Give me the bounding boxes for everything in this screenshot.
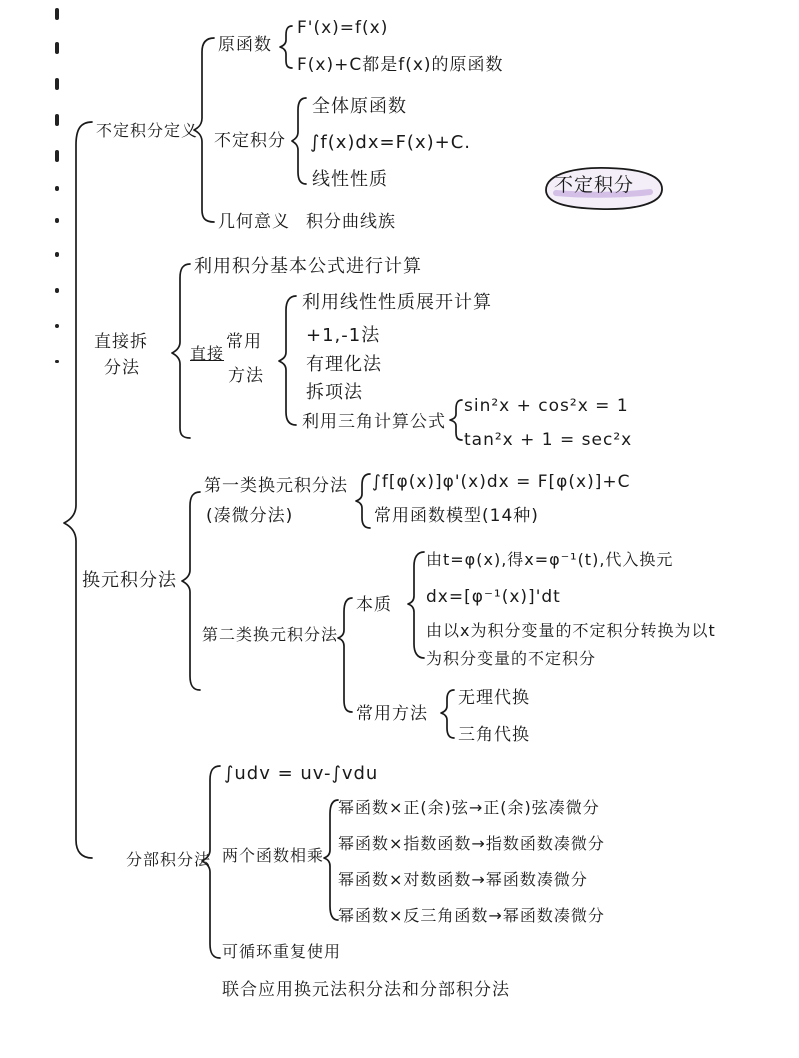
antiderivative-label: 原函数 [218,35,272,55]
geometric-value: 积分曲线族 [306,212,396,232]
indefinite-item: 线性性质 [312,169,388,190]
essence-item: dx=[φ⁻¹(x)]'dt [426,587,561,607]
two-funcs-item: 幂函数×指数函数→指数函数凑微分 [338,834,605,853]
first-type-item: 常用函数模型(14种) [374,506,539,526]
common-item: 利用线性性质展开计算 [302,292,492,313]
essence-item: 为积分变量的不定积分 [426,649,597,668]
common-item: 有理化法 [306,354,382,375]
indefinite-item: ∫f(x)dx=F(x)+C. [310,132,471,153]
two-funcs-item: 幂函数×正(余)弦→正(余)弦凑微分 [338,798,600,817]
trig-identity: tan²x + 1 = sec²x [464,430,633,450]
essence-item: 由t=φ(x),得x=φ⁻¹(t),代入换元 [426,550,674,569]
common-label-b: 常用 [226,332,262,352]
direct-label-line1: 直接拆 [94,332,148,352]
geometric-label: 几何意义 [218,212,290,232]
common-label-c: 方法 [228,366,264,386]
first-type-label: 第一类换元积分法 [204,476,348,496]
common-item: 拆项法 [306,382,363,403]
trig-identity: sin²x + cos²x = 1 [464,396,629,416]
methods-item: 无理代换 [458,688,530,708]
common-label-a: 直接 [190,344,225,363]
root-title: 不定积分 [554,174,635,196]
indefinite-item: 全体原函数 [312,96,407,117]
methods-item: 三角代换 [458,725,530,745]
common-item: 利用三角计算公式 [302,412,446,432]
substitution-label: 换元积分法 [82,570,177,591]
direct-item: 利用积分基本公式进行计算 [194,256,422,277]
common-item: +1,-1法 [306,325,381,346]
definition-label: 不定积分定义 [96,121,199,140]
parts-label: 分部积分法 [126,850,212,869]
first-type-sublabel: (凑微分法) [206,506,294,526]
two-funcs-item: 幂函数×反三角函数→幂函数凑微分 [338,906,605,925]
two-funcs-item: 幂函数×对数函数→幂函数凑微分 [338,870,588,889]
second-type-label: 第二类换元积分法 [202,625,339,644]
essence-label: 本质 [356,595,392,615]
direct-label-line2: 分法 [104,358,140,378]
parts-formula: ∫udv = uv-∫vdu [224,763,379,784]
combined-note: 联合应用换元法积分法和分部积分法 [222,980,510,1000]
antiderivative-item: F(x)+C都是f(x)的原函数 [297,55,504,75]
essence-item: 由以x为积分变量的不定积分转换为以t [426,621,716,640]
indefinite-label: 不定积分 [214,131,286,151]
antiderivative-item: F'(x)=f(x) [297,18,389,38]
cyclic-note: 可循环重复使用 [222,942,342,961]
two-funcs-label: 两个函数相乘 [222,846,325,865]
first-type-item: ∫f[φ(x)]φ'(x)dx = F[φ(x)]+C [372,472,631,492]
methods-label: 常用方法 [356,704,428,724]
